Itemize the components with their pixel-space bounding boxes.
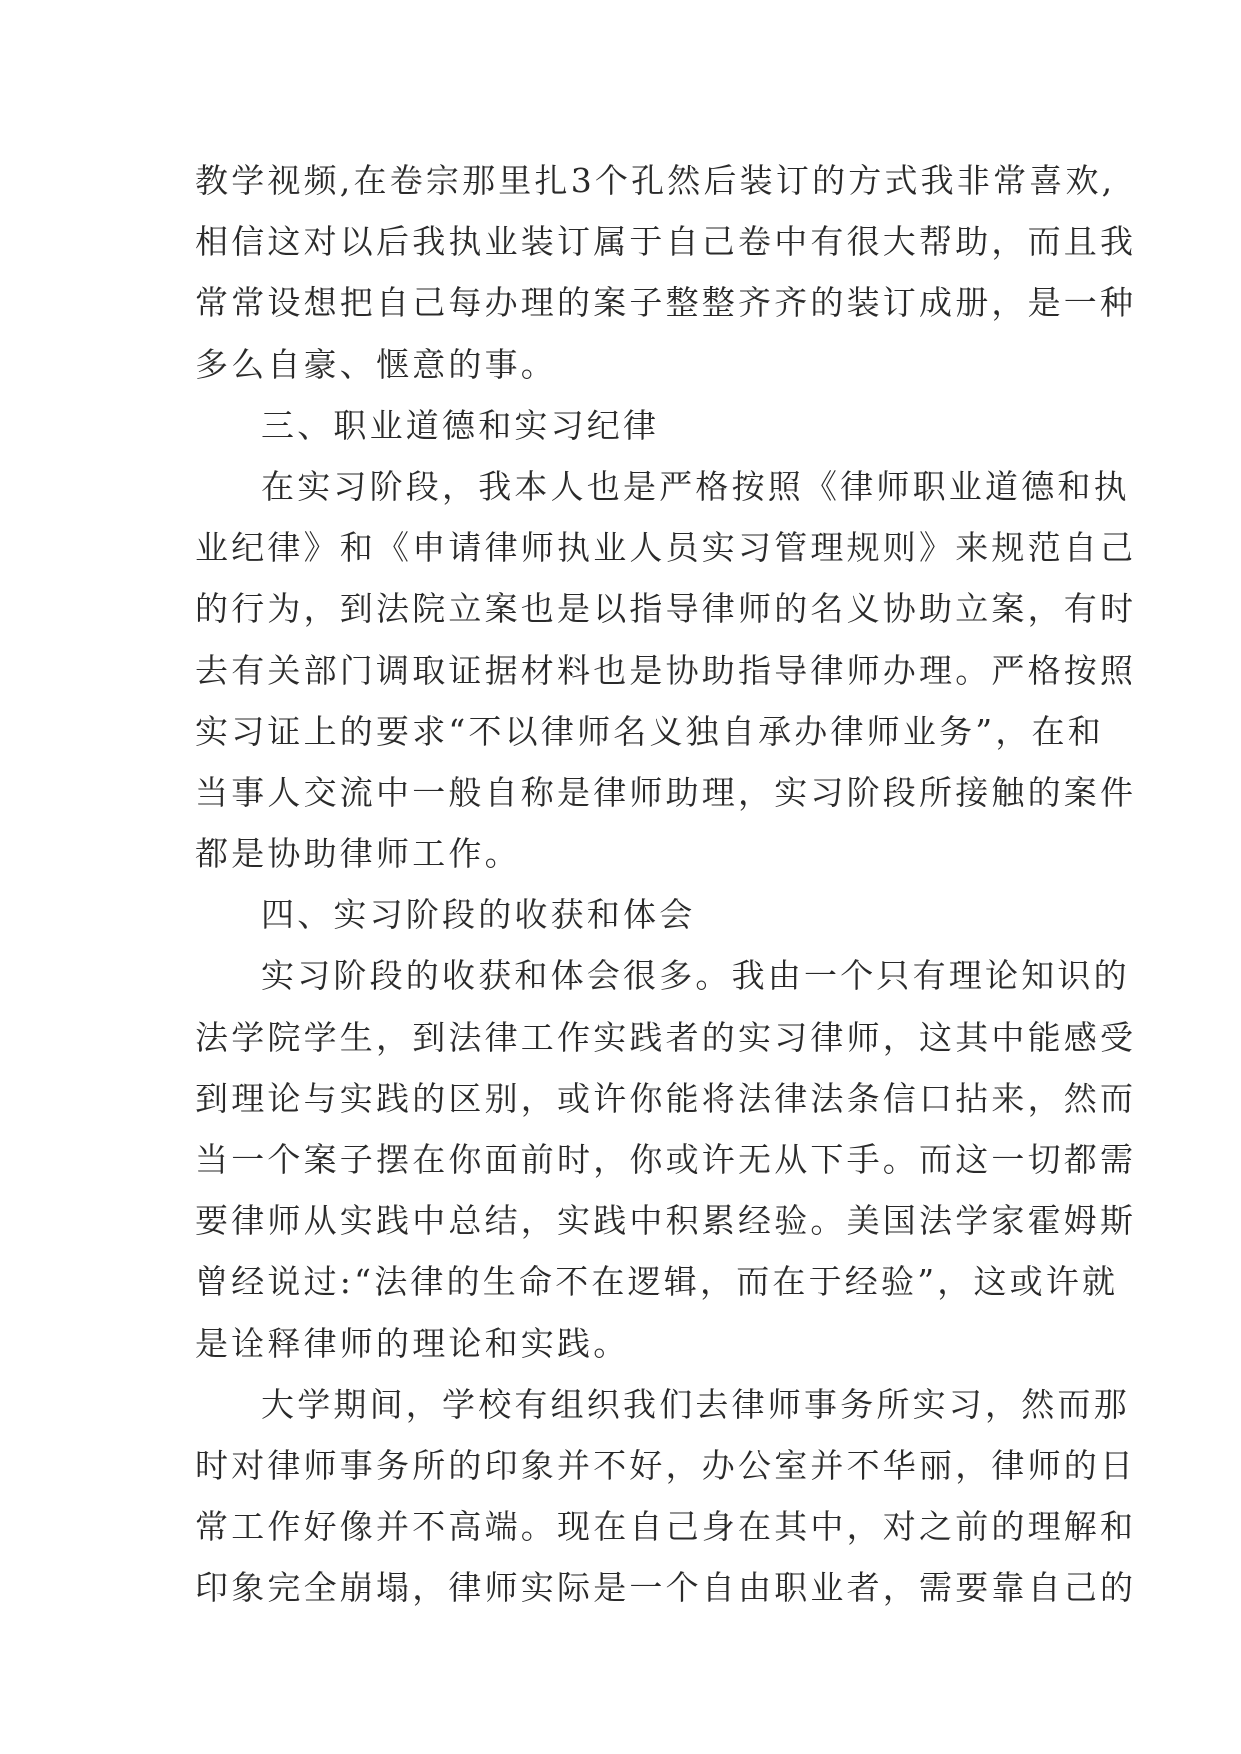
text-line: 常工作好像并不高端。现在自己身在其中，对之前的理解和 xyxy=(195,1507,1137,1547)
text-line: 印象完全崩塌，律师实际是一个自由职业者，需要靠自己的 xyxy=(195,1568,1137,1608)
text-line: 大学期间，学校有组织我们去律师事务所实习，然而那 xyxy=(261,1384,1130,1424)
text-line: 时对律师事务所的印象并不好，办公室并不华丽，律师的日 xyxy=(195,1445,1137,1485)
text-line: 在实习阶段，我本人也是严格按照《律师职业道德和执 xyxy=(261,466,1130,506)
text-line: 业纪律》和《申请律师执业人员实习管理规则》来规范自己 xyxy=(195,528,1137,568)
text-line: 三、职业道德和实习纪律 xyxy=(261,405,660,445)
text-line: 法学院学生，到法律工作实践者的实习律师，这其中能感受 xyxy=(195,1017,1137,1057)
text-line: 到理论与实践的区别，或许你能将法律法条信口拈来，然而 xyxy=(195,1078,1137,1118)
text-line: 多么自豪、惬意的事。 xyxy=(195,344,557,384)
text-line: 相信这对以后我执业装订属于自己卷中有很大帮助，而且我 xyxy=(195,222,1137,262)
text-line: 当事人交流中一般自称是律师助理，实习阶段所接触的案件 xyxy=(195,772,1137,812)
text-line: 要律师从实践中总结，实践中积累经验。美国法学家霍姆斯 xyxy=(195,1201,1137,1241)
text-line: 四、实习阶段的收获和体会 xyxy=(261,895,696,935)
text-line: 都是协助律师工作。 xyxy=(195,834,521,874)
text-line: 实习阶段的收获和体会很多。我由一个只有理论知识的 xyxy=(261,956,1130,996)
text-line: 去有关部门调取证据材料也是协助指导律师办理。严格按照 xyxy=(195,650,1137,690)
text-line: 的行为，到法院立案也是以指导律师的名义协助立案，有时 xyxy=(195,589,1137,629)
document-body xyxy=(195,150,1137,1619)
text-line: 教学视频,在卷宗那里扎3个孔然后装订的方式我非常喜欢, xyxy=(195,161,1116,200)
text-line: 当一个案子摆在你面前时，你或许无从下手。而这一切都需 xyxy=(195,1140,1137,1179)
text-line: 常常设想把自己每办理的案子整整齐齐的装订成册，是一种 xyxy=(195,283,1137,323)
text-line: 实习证上的要求“不以律师名义独自承办律师业务”，在和 xyxy=(195,711,1104,751)
text-line: 是诠释律师的理论和实践。 xyxy=(195,1323,630,1363)
text-line: 曾经说过:“法律的生命不在逻辑，而在于经验”，这或许就 xyxy=(195,1262,1119,1302)
